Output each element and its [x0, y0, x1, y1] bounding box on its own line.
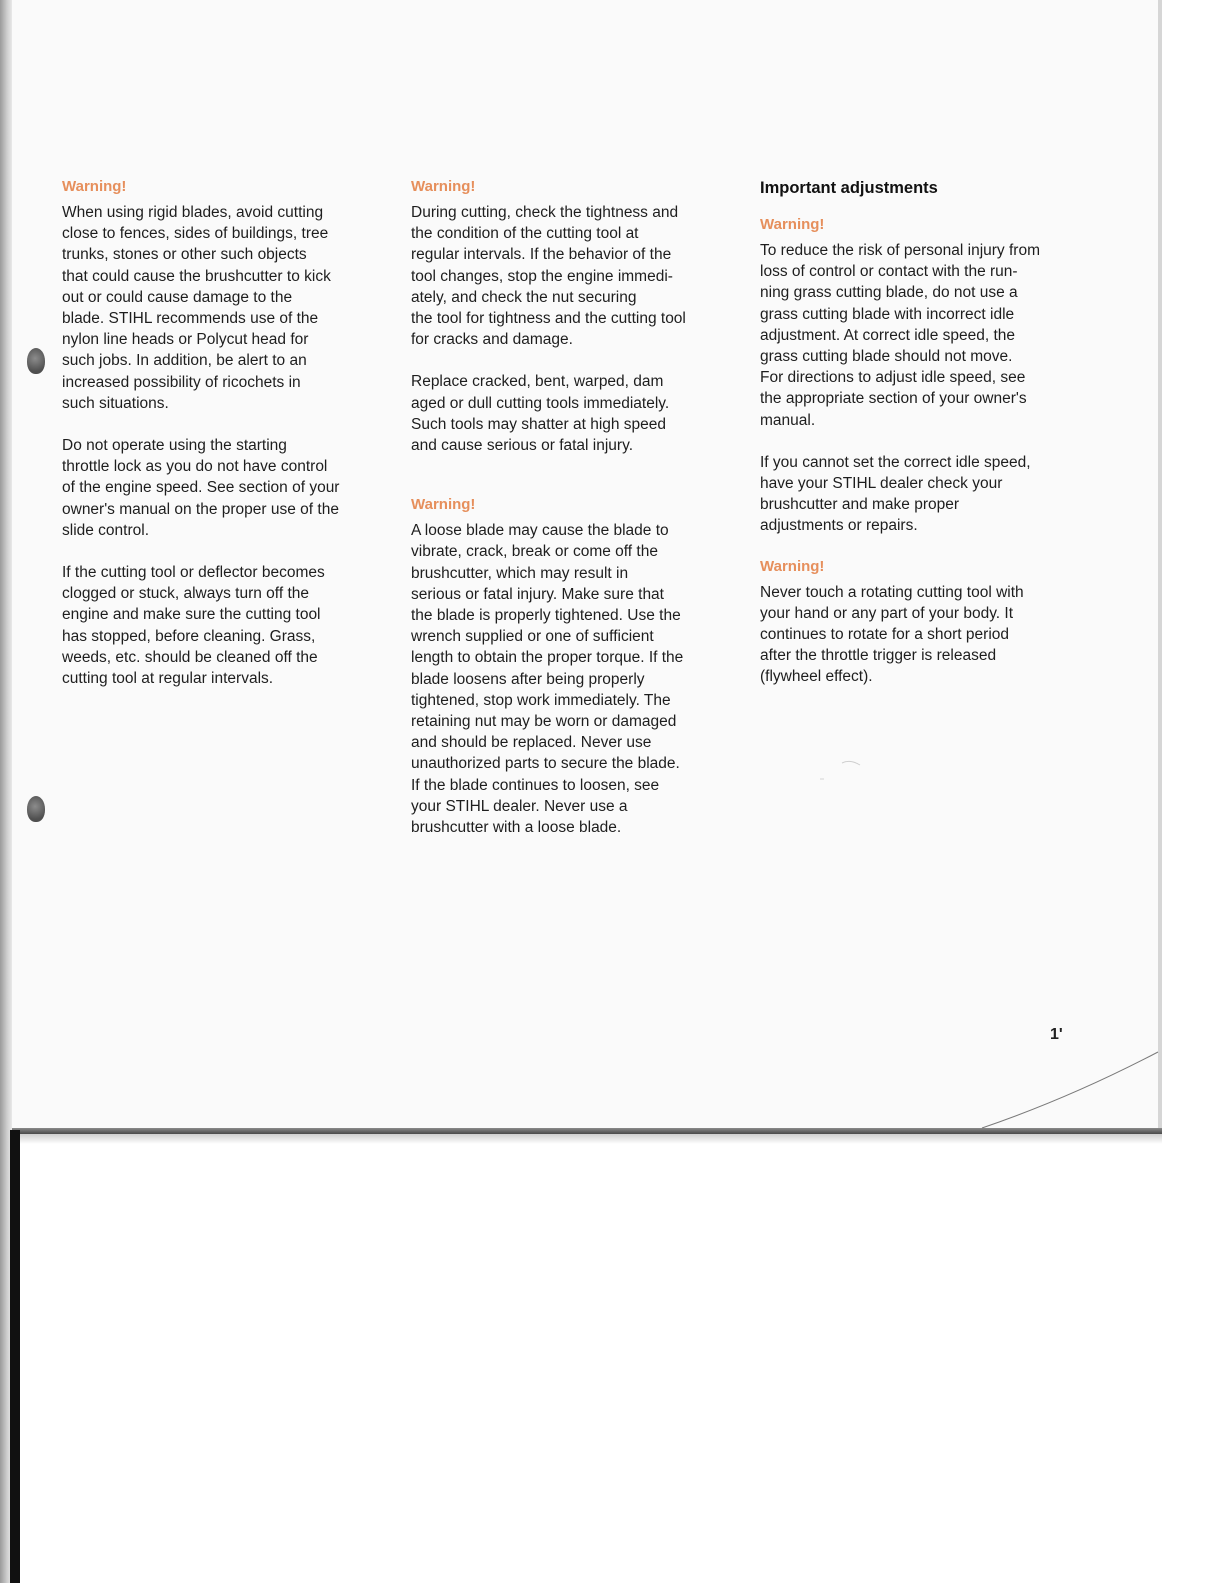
binding-spine-dark: [10, 1130, 20, 1583]
section-title: Important adjustments: [760, 179, 938, 197]
text-column-2: [411, 168, 731, 859]
text-column-3: [760, 168, 1080, 709]
text-column-1: [62, 168, 382, 710]
page-number: 1': [1050, 1026, 1063, 1043]
punch-hole-top: [27, 348, 45, 374]
paragraph-replace-cracked: Replace cracked, bent, warped, dam aged or dull cutting tools immediately. Such tools may shatter at high speed and cause serious or fatal injury.: [411, 373, 670, 455]
warning-heading: Warning!: [411, 178, 476, 195]
page-fold-line: [980, 1050, 1160, 1130]
warning-heading: Warning!: [411, 496, 476, 514]
paragraph-idle-adjustment: To reduce the risk of personal injury from loss of control or contact with the run- ning grass cutting blade, do not use a grass cutting blade with incorrect idle adjustment. At correct idle speed, the grass cutting blade should not move. For directions to adjust idle speed, see the appropriate section of your owner's manual.: [760, 242, 1040, 429]
warning-heading: Warning!: [760, 557, 825, 575]
page-shadow: [20, 1134, 1162, 1144]
warning-heading: Warning!: [62, 178, 127, 195]
paragraph-loose-blade: A loose blade may cause the blade to vibrate, crack, break or come off the brushcutter, which may result in serious or fatal injury. Make sure that the blade is properly tightened. Use the wrench supplied or one of sufficient length to obtain the proper torque. If the blade loosens after being properly tightened, stop work immediately. The retaining nut may be worn or damaged and should be replaced. Never use unauthorized parts to secure the blade. If the blade continues to loosen, see your STIHL dealer. Never use a brushcutter with a loose blade.: [411, 522, 684, 837]
punch-hole-bottom: [27, 796, 45, 822]
scan-specks: [820, 755, 880, 785]
paragraph-throttle-lock: Do not operate using the starting throttle lock as you do not have control of the engine speed. See section of your owner's manual on the proper use of the slide control.: [62, 437, 340, 539]
paragraph-check-tightness: During cutting, check the tightness and the condition of the cutting tool at regular intervals. If the behavior of the tool changes, stop the engine immedi- ately, and check the nut securing the tool for tightness and the cutting tool for cracks and damage.: [411, 204, 686, 349]
page-right-edge: [1158, 0, 1162, 1136]
warning-heading: Warning!: [760, 216, 825, 233]
paragraph-clogged-tool: If the cutting tool or deflector becomes clogged or stuck, always turn off the engine and make sure the cutting tool has stopped, before cleaning. Grass, weeds, etc. should be cleaned off the cutting tool at regular intervals.: [62, 564, 325, 688]
paragraph-rotating-tool: Never touch a rotating cutting tool with your hand or any part of your body. It continues to rotate for a short period after the throttle trigger is released (flywheel effect).: [760, 583, 1024, 686]
paragraph-rigid-blades: When using rigid blades, avoid cutting close to fences, sides of buildings, tree trunks, stones or other such objects that could cause the brushcutter to kick out or could cause damage to the blade. STIHL recommends use of the nylon line heads or Polycut head for such jobs. In addition, be alert to an increased possibility of ricochets in such situations.: [62, 204, 331, 412]
paragraph-dealer-check: If you cannot set the correct idle speed, have your STIHL dealer check your brushcutter and make proper adjustments or repairs.: [760, 453, 1031, 535]
